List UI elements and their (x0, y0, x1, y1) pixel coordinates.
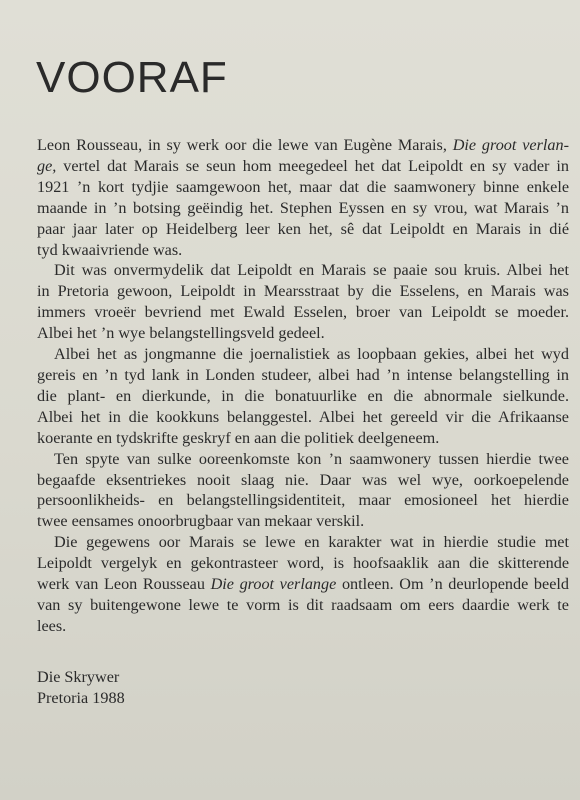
text-run: die plant- en dierkunde, in die bonatuurlike en die abnormale sielkunde. (37, 386, 569, 405)
text-line (37, 449, 569, 470)
signature-place-date: Pretoria 1988 (37, 689, 125, 707)
text-run: Albei het in die kookkuns belanggestel. Albei het gereeld vir die Afrikaanse (37, 407, 569, 426)
paragraph (37, 344, 569, 449)
text-run: paar jaar later op Heidelberg leer ken het, sê dat Leipoldt en Marais in dié (37, 219, 569, 238)
page-heading: VOORAF (36, 53, 228, 102)
text-line (37, 344, 569, 365)
text-run: van sy buitengewone lewe te vorm is dit raadsaam om eers daardie werk te (37, 595, 569, 614)
text-line (37, 574, 569, 595)
text-line (37, 177, 569, 198)
text-run: gereis en ’n tyd lank in Londen studeer, albei had ’n intense belangstelling in (37, 365, 569, 384)
text-line (37, 407, 569, 428)
text-run: Ten spyte van sulke ooreenkomste kon ’n saamwonery tussen hierdie twee (54, 449, 569, 468)
text-line (37, 323, 569, 344)
text-run: werk van Leon Rousseau (37, 575, 211, 594)
text-run: twee eensames onoorbrugbaar van mekaar verskil. (37, 512, 365, 531)
text-run: tyd kwaaivriende was. (37, 240, 183, 259)
text-line (37, 616, 569, 637)
italic-title: ge, (37, 156, 57, 175)
text-run: maande in ’n botsing geëindig het. Stephen Eyssen en sy vrou, wat Marais ’n (37, 198, 569, 217)
text-line (37, 198, 569, 219)
text-line (37, 156, 569, 177)
italic-title: Die groot verlange (210, 575, 337, 594)
text-run: Dit was onvermydelik dat Leipoldt en Marais se paaie sou kruis. Albei het (54, 261, 569, 280)
text-run: persoonlikheids- en belangstellingsidentiteit, maar emosioneel het hierdie (37, 491, 569, 510)
text-run: Leon Rousseau, in sy werk oor die lewe van Eugène Marais, (37, 136, 453, 154)
text-run: ontleen. Om ’n deurlopende beeld (336, 575, 569, 594)
text-run: immers vroeër bevriend met Ewald Esselen, broer van Leipoldt se moeder. (37, 303, 569, 322)
text-run: begaafde eksentriekes nooit slaag nie. Daar was wel wye, oorkoepelende (37, 470, 569, 489)
text-run: lees. (37, 616, 67, 635)
text-run: in Pretoria gewoon, Leipoldt in Mearsstraat by die Esselens, en Marais was (37, 282, 569, 301)
paragraph (37, 449, 569, 533)
text-line (37, 281, 569, 302)
paragraph (37, 260, 569, 344)
text-line (37, 365, 569, 386)
text-line (37, 511, 569, 532)
text-line (37, 595, 569, 616)
text-line (37, 260, 569, 281)
text-line (37, 553, 569, 574)
italic-title: Die groot verlan- (452, 136, 569, 154)
text-line (37, 532, 569, 553)
text-run: Die gegewens oor Marais se lewe en karakter wat in hierdie studie met (54, 533, 569, 552)
signature-author: Die Skrywer (37, 668, 120, 686)
text-line (37, 135, 569, 156)
text-run: Albei het ’n wye belangstellingsveld gedeel. (37, 324, 325, 343)
text-run: Leipoldt vergelyk en gekontrasteer word, is hoofsaaklik aan die skitterende (37, 554, 569, 573)
text-line (37, 428, 569, 449)
signature-block (37, 667, 125, 709)
text-run: 1921 ’n kort tydjie saamgewoon het, maar dat die saamwonery binne enkele (37, 177, 569, 196)
text-line (37, 490, 569, 511)
paragraph (37, 135, 569, 260)
text-line (37, 240, 569, 261)
text-run: Albei het as jongmanne die joernalistiek as loopbaan gekies, albei het wyd (54, 345, 569, 364)
text-line (37, 386, 569, 407)
paragraph (37, 532, 569, 637)
text-line (37, 219, 569, 240)
text-run: vertel dat Marais se seun hom meegedeel het dat Leipoldt en sy vader in (56, 156, 569, 175)
body-text (37, 135, 569, 637)
text-line (37, 470, 569, 491)
text-line (37, 302, 569, 323)
text-run: koerante en tydskrifte geskryf en aan die politiek deelgeneem. (37, 428, 440, 447)
